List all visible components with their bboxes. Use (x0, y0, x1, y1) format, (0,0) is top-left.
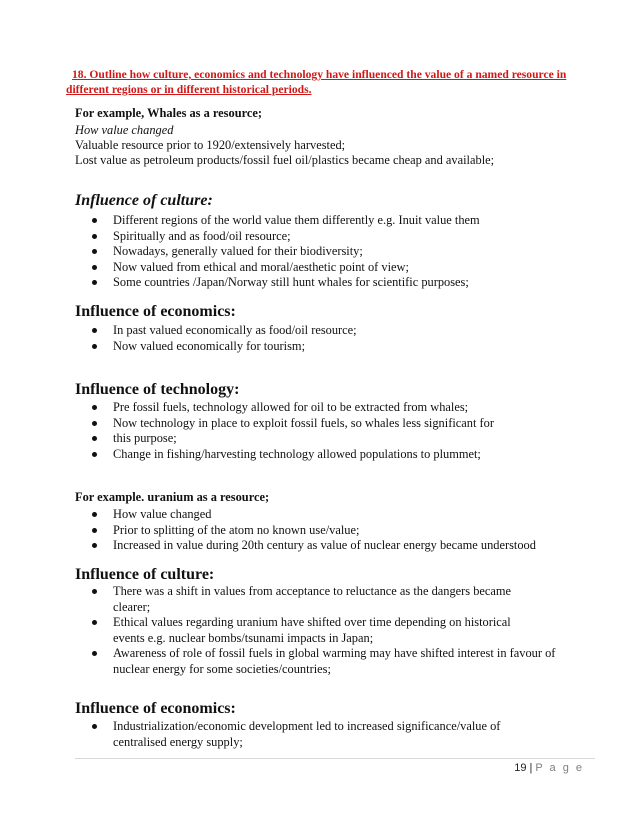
bullet-icon (92, 328, 97, 333)
list-item: Nowadays, generally valued for their biodiversity; (92, 244, 480, 260)
list-item: Prior to splitting of the atom no known use/value; (92, 523, 536, 539)
bullet-icon (92, 452, 97, 457)
list-item: Industrialization/economic development led to increased significance/value of (92, 719, 500, 735)
bullet-icon (92, 218, 97, 223)
list-item: this purpose; (92, 431, 494, 447)
list-item: In past valued economically as food/oil resource; (92, 323, 357, 339)
whales-value-line-1: Valuable resource prior to 1920/extensively harvested; (75, 138, 346, 152)
bullet-icon (92, 620, 97, 625)
whales-subhead: How value changed (75, 123, 174, 137)
uranium-intro-list (92, 507, 536, 554)
whales-intro: For example, Whales as a resource; (75, 106, 262, 120)
footer-separator: | (529, 762, 533, 774)
question-line-1: 18. Outline how culture, economics and technology have influenced the value of a named resource in (72, 68, 567, 81)
list-item: Now technology in place to exploit fossil fuels, so whales less significant for (92, 416, 494, 432)
bullet-icon (92, 528, 97, 533)
list-item-continuation: nuclear energy for some societies/countries; (113, 661, 331, 676)
bullet-icon (92, 543, 97, 548)
bullet-icon (92, 249, 97, 254)
list-item: How value changed (92, 507, 536, 523)
page-footer (514, 762, 584, 774)
bullet-icon (92, 421, 97, 426)
question-line-2: different regions or in different historical periods. (66, 83, 312, 96)
whales-economics-list (92, 323, 357, 354)
whales-culture-heading: Influence of culture: (75, 192, 213, 209)
question-heading (66, 67, 596, 97)
bullet-icon (92, 405, 97, 410)
footer-divider (75, 758, 595, 759)
list-item-continuation: centralised energy supply; (113, 734, 243, 749)
uranium-culture-list (92, 584, 555, 677)
whales-technology-heading: Influence of technology: (75, 381, 240, 398)
list-item: Awareness of role of fossil fuels in global warming may have shifted interest in favour of (92, 646, 555, 662)
bullet-icon (92, 344, 97, 349)
bullet-icon (92, 651, 97, 656)
list-item: Now valued from ethical and moral/aesthetic point of view; (92, 260, 480, 276)
list-item: Some countries /Japan/Norway still hunt whales for scientific purposes; (92, 275, 480, 291)
whales-culture-list (92, 213, 480, 291)
whales-economics-heading: Influence of economics: (75, 303, 236, 320)
uranium-economics-heading: Influence of economics: (75, 700, 236, 717)
list-item: Different regions of the world value them differently e.g. Inuit value them (92, 213, 480, 229)
list-item: Pre fossil fuels, technology allowed for oil to be extracted from whales; (92, 400, 494, 416)
bullet-icon (92, 512, 97, 517)
list-item: Spiritually and as food/oil resource; (92, 229, 480, 245)
bullet-icon (92, 589, 97, 594)
list-item: Now valued economically for tourism; (92, 339, 357, 355)
whales-value-line-2: Lost value as petroleum products/fossil fuel oil/plastics became cheap and available; (75, 153, 495, 167)
list-item: Ethical values regarding uranium have shifted over time depending on historical (92, 615, 555, 631)
bullet-icon (92, 265, 97, 270)
list-item-continuation: clearer; (113, 599, 151, 614)
whales-technology-list (92, 400, 494, 462)
bullet-icon (92, 724, 97, 729)
uranium-culture-heading: Influence of culture: (75, 566, 215, 583)
list-item: Increased in value during 20th century as value of nuclear energy became understood (92, 538, 536, 554)
bullet-icon (92, 436, 97, 441)
uranium-economics-list (92, 719, 500, 750)
bullet-icon (92, 234, 97, 239)
list-item: There was a shift in values from acceptance to reluctance as the dangers became (92, 584, 555, 600)
bullet-icon (92, 280, 97, 285)
list-item: Change in fishing/harvesting technology allowed populations to plummet; (92, 447, 494, 463)
uranium-intro: For example. uranium as a resource; (75, 490, 270, 504)
list-item-continuation: events e.g. nuclear bombs/tsunami impacts in Japan; (113, 630, 374, 645)
page-number: 19 (514, 762, 527, 774)
page-label: P a g e (535, 762, 584, 774)
